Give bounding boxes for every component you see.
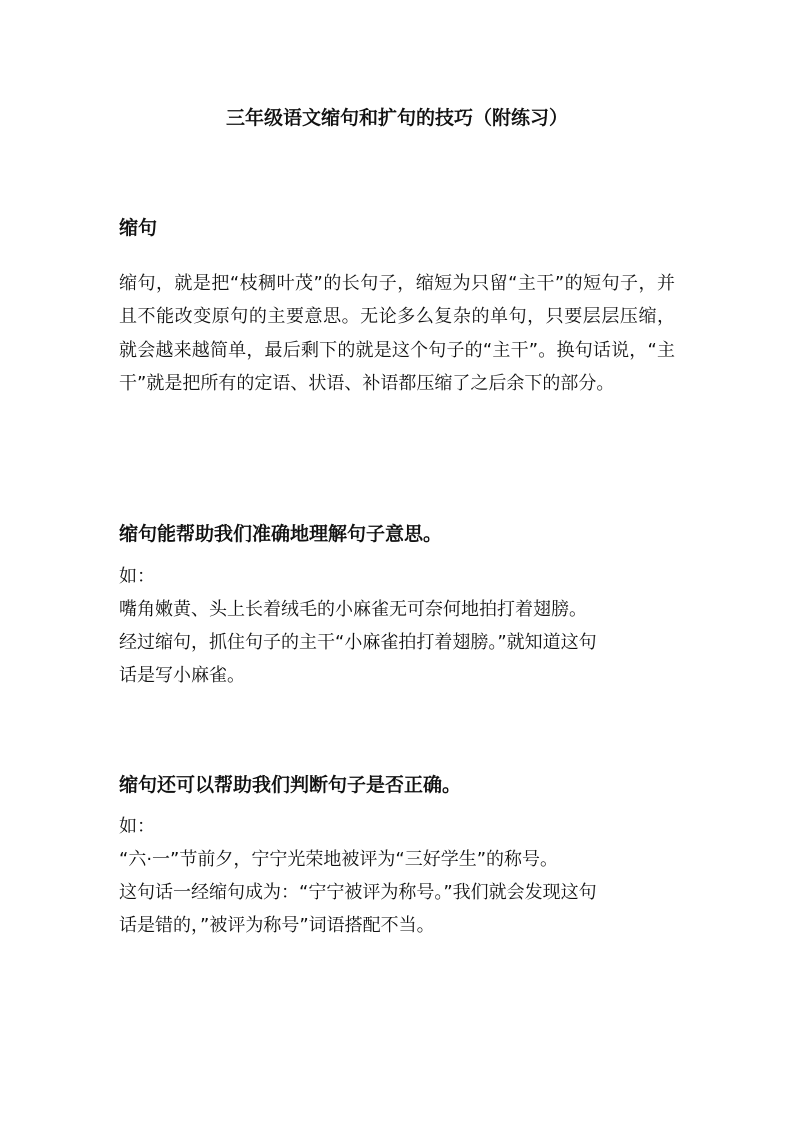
text-line: 这句话一经缩句成为：“宁宁被评为称号。”我们就会发现这句	[119, 882, 597, 903]
text-line: “六·一”节前夕，宁宁光荣地被评为“三好学生”的称号。	[119, 849, 559, 870]
section-understand-body	[119, 560, 675, 692]
text-line: 经过缩句，抓住句子的主干“小麻雀拍打着翅膀。”就知道这句	[119, 632, 597, 653]
text-line: 嘴角嫩黄、头上长着绒毛的小麻雀无可奈何地拍打着翅膀。	[119, 599, 587, 620]
section-heading: 缩句还可以帮助我们判断句子是否正确。	[119, 774, 462, 796]
text-line: 如：	[119, 566, 155, 587]
section-suoju-body	[119, 267, 675, 400]
section-understand	[119, 520, 675, 548]
section-heading: 缩句	[119, 217, 158, 239]
section-suoju	[119, 214, 675, 242]
text-line: 话是写小麻雀。	[119, 665, 245, 686]
section-heading: 缩句能帮助我们准确地理解句子意思。	[119, 523, 443, 545]
document-title: 三年级语文缩句和扩句的技巧（附练习）	[225, 107, 568, 129]
text-line: 如：	[119, 816, 155, 837]
section-judge-body	[119, 810, 675, 942]
paragraph: 缩句，就是把“枝稠叶茂”的长句子，缩短为只留“主干”的短句子，并且不能改变原句的主要意思。无论多么复杂的单句，只要层层压缩，就会越来越简单，最后剩下的就是这个句子的“主干”。换句话说，“主干”就是把所有的定语、状语、补语都压缩了之后余下的部分。	[119, 273, 675, 394]
section-judge	[119, 771, 675, 799]
text-line: 话是错的，”被评为称号”词语搭配不当。	[119, 915, 435, 936]
